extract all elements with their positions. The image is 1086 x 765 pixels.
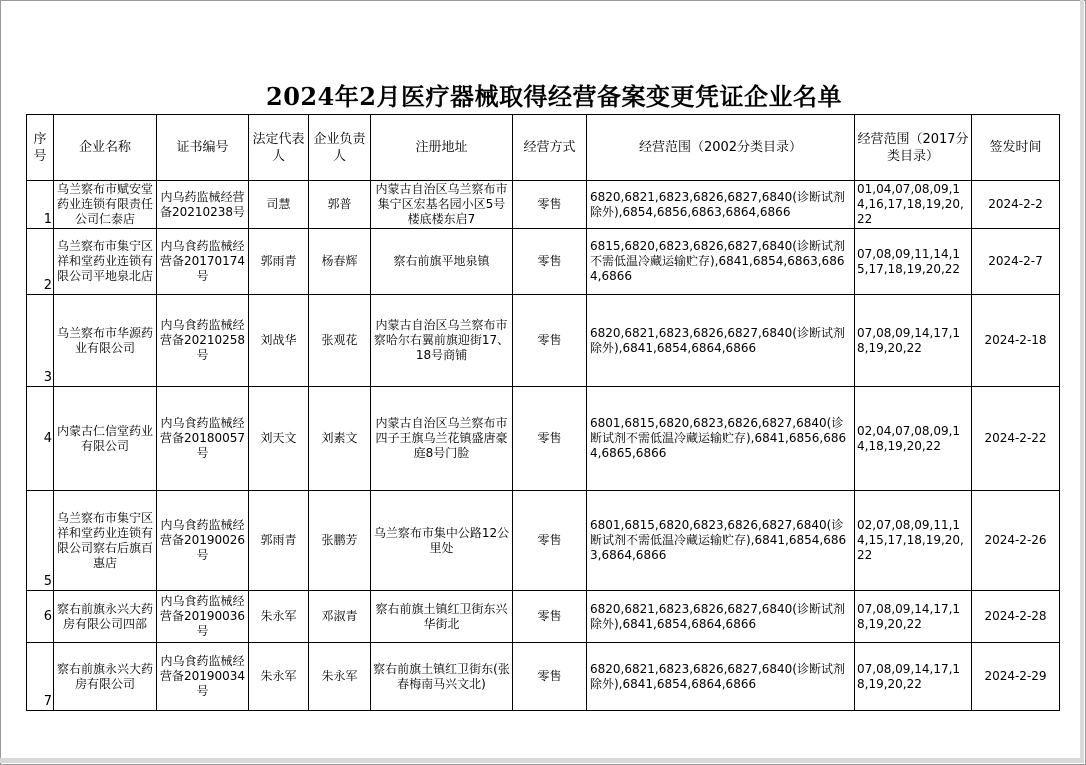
cell-address: 内蒙古自治区乌兰察布市察哈尔右翼前旗迎街17、18号商铺 <box>371 295 513 387</box>
cell-seq: 3 <box>27 295 54 387</box>
cell-manager: 张鹏芳 <box>309 491 371 591</box>
cell-scope-2002: 6820,6821,6823,6826,6827,6840(诊断试剂除外),6841,6854,6864,6866 <box>587 295 855 387</box>
table-row <box>27 591 1060 643</box>
cell-address: 察右前旗平地泉镇 <box>371 229 513 295</box>
col-header-cert: 证书编号 <box>157 115 249 181</box>
cell-mode: 零售 <box>513 295 587 387</box>
cell-legal: 郭雨青 <box>249 229 309 295</box>
cell-date: 2024-2-22 <box>972 387 1060 491</box>
col-header-mode: 经营方式 <box>513 115 587 181</box>
col-header-company: 企业名称 <box>54 115 157 181</box>
cell-cert: 内乌食药监械经营备20170174号 <box>157 229 249 295</box>
cell-seq: 4 <box>27 387 54 491</box>
header-row <box>27 115 1060 181</box>
cell-legal: 朱永军 <box>249 591 309 643</box>
cell-mode: 零售 <box>513 181 587 229</box>
cell-cert: 内乌食药监械经营备20190034号 <box>157 643 249 711</box>
cell-cert: 内乌食药监械经营备20190026号 <box>157 491 249 591</box>
cell-company: 内蒙古仁信堂药业有限公司 <box>54 387 157 491</box>
cell-date: 2024-2-18 <box>972 295 1060 387</box>
cell-address: 内蒙古自治区乌兰察布市集宁区宏基名园小区5号楼底楼东启7 <box>371 181 513 229</box>
col-header-scope-2002: 经营范围（2002分类目录） <box>587 115 855 181</box>
col-header-scope-2017: 经营范围（2017分类目录） <box>855 115 972 181</box>
col-header-date: 签发时间 <box>972 115 1060 181</box>
cell-manager: 杨春辉 <box>309 229 371 295</box>
col-header-seq: 序号 <box>27 115 54 181</box>
cell-mode: 零售 <box>513 229 587 295</box>
cell-address: 察右前旗土镇红卫街东(张春梅南马兴文北) <box>371 643 513 711</box>
cell-address: 乌兰察布市集中公路12公里处 <box>371 491 513 591</box>
cell-manager: 邓淑青 <box>309 591 371 643</box>
cell-date: 2024-2-28 <box>972 591 1060 643</box>
cell-scope-2002: 6820,6821,6823,6826,6827,6840(诊断试剂除外),6841,6854,6864,6866 <box>587 591 855 643</box>
cell-date: 2024-2-26 <box>972 491 1060 591</box>
cell-seq: 6 <box>27 591 54 643</box>
page-shadow-right <box>1080 0 1084 763</box>
cell-company: 乌兰察布市集宁区祥和堂药业连锁有限公司察右后旗百惠店 <box>54 491 157 591</box>
cell-scope-2002: 6820,6821,6823,6826,6827,6840(诊断试剂除外),6841,6854,6864,6866 <box>587 643 855 711</box>
cell-company: 察右前旗永兴大药房有限公司 <box>54 643 157 711</box>
cell-manager: 郭普 <box>309 181 371 229</box>
cell-legal: 朱永军 <box>249 643 309 711</box>
cell-scope-2017: 02,04,07,08,09,14,18,19,20,22 <box>855 387 972 491</box>
cell-date: 2024-2-29 <box>972 643 1060 711</box>
cell-seq: 2 <box>27 229 54 295</box>
cell-scope-2017: 02,07,08,09,11,14,15,17,18,19,20,22 <box>855 491 972 591</box>
cell-company: 乌兰察布市赋安堂药业连锁有限责任公司仁泰店 <box>54 181 157 229</box>
table-row <box>27 229 1060 295</box>
col-header-manager: 企业负责人 <box>309 115 371 181</box>
cell-address: 内蒙古自治区乌兰察布市四子王旗乌兰花镇盛唐豪庭8号门脸 <box>371 387 513 491</box>
cell-scope-2017: 07,08,09,14,17,18,19,20,22 <box>855 591 972 643</box>
cell-mode: 零售 <box>513 643 587 711</box>
cell-legal: 刘天文 <box>249 387 309 491</box>
cell-scope-2002: 6820,6821,6823,6826,6827,6840(诊断试剂除外),6854,6856,6863,6864,6866 <box>587 181 855 229</box>
col-header-legal: 法定代表人 <box>249 115 309 181</box>
cell-scope-2017: 01,04,07,08,09,14,16,17,18,19,20,22 <box>855 181 972 229</box>
table-row <box>27 295 1060 387</box>
cell-date: 2024-2-7 <box>972 229 1060 295</box>
col-header-address: 注册地址 <box>371 115 513 181</box>
cell-legal: 司慧 <box>249 181 309 229</box>
table-row <box>27 387 1060 491</box>
registry-table <box>26 114 1060 711</box>
cell-company: 乌兰察布市集宁区祥和堂药业连锁有限公司平地泉北店 <box>54 229 157 295</box>
cell-company: 察右前旗永兴大药房有限公司四部 <box>54 591 157 643</box>
table-row <box>27 643 1060 711</box>
cell-cert: 内乌食药监械经营备20190036号 <box>157 591 249 643</box>
cell-company: 乌兰察布市华源药业有限公司 <box>54 295 157 387</box>
cell-scope-2002: 6815,6820,6823,6826,6827,6840(诊断试剂不需低温冷藏运输贮存),6841,6854,6863,6864,6866 <box>587 229 855 295</box>
page-shadow-bottom <box>0 758 1084 763</box>
cell-scope-2017: 07,08,09,14,17,18,19,20,22 <box>855 295 972 387</box>
cell-legal: 刘战华 <box>249 295 309 387</box>
cell-address: 察右前旗土镇红卫街东兴华街北 <box>371 591 513 643</box>
table-row <box>27 181 1060 229</box>
cell-legal: 郭雨青 <box>249 491 309 591</box>
cell-seq: 7 <box>27 643 54 711</box>
cell-date: 2024-2-2 <box>972 181 1060 229</box>
cell-mode: 零售 <box>513 387 587 491</box>
cell-manager: 刘素文 <box>309 387 371 491</box>
cell-scope-2017: 07,08,09,11,14,15,17,18,19,20,22 <box>855 229 972 295</box>
cell-manager: 张观花 <box>309 295 371 387</box>
cell-scope-2002: 6801,6815,6820,6823,6826,6827,6840(诊断试剂不需低温冷藏运输贮存),6841,6854,6863,6864,6866 <box>587 491 855 591</box>
cell-seq: 1 <box>27 181 54 229</box>
cell-scope-2002: 6801,6815,6820,6823,6826,6827,6840(诊断试剂不需低温冷藏运输贮存),6841,6856,6864,6865,6866 <box>587 387 855 491</box>
cell-seq: 5 <box>27 491 54 591</box>
cell-mode: 零售 <box>513 591 587 643</box>
table-row <box>27 491 1060 591</box>
cell-mode: 零售 <box>513 491 587 591</box>
page-title: 2024年2月医疗器械取得经营备案变更凭证企业名单 <box>266 82 842 111</box>
cell-cert: 内乌药监械经营备20210238号 <box>157 181 249 229</box>
cell-cert: 内乌食药监械经营备20180057号 <box>157 387 249 491</box>
cell-cert: 内乌食药监械经营备20210258号 <box>157 295 249 387</box>
cell-manager: 朱永军 <box>309 643 371 711</box>
cell-scope-2017: 07,08,09,14,17,18,19,20,22 <box>855 643 972 711</box>
